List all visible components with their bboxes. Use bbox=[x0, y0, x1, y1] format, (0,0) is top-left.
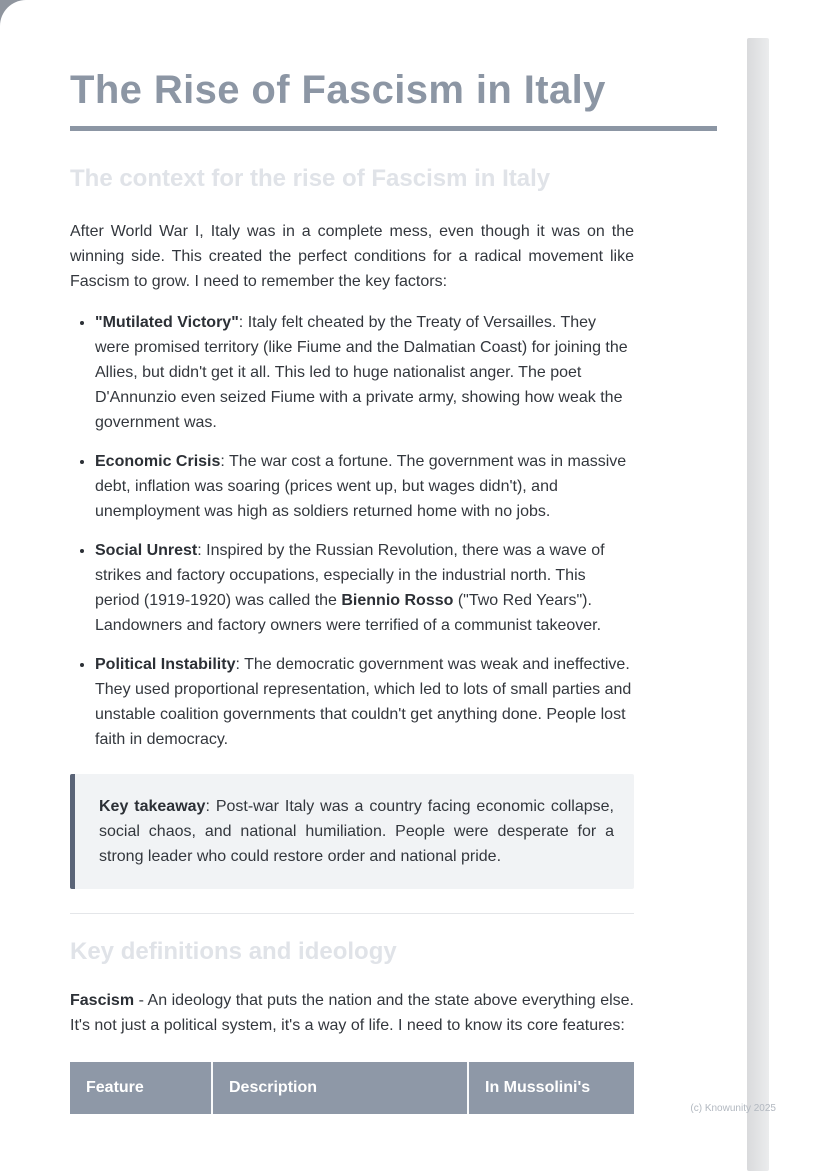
section-divider bbox=[70, 913, 634, 914]
bullet-item-political-instability bbox=[95, 652, 634, 752]
header-cell-mussolini: In Mussolini's bbox=[468, 1062, 634, 1114]
header-cell-feature: Feature bbox=[70, 1062, 212, 1114]
title-rule bbox=[70, 126, 717, 131]
scrollbar-track[interactable] bbox=[747, 38, 769, 1171]
header-cell-description: Description bbox=[212, 1062, 468, 1114]
page-corner-shade bbox=[0, 0, 26, 26]
bullet-item-economic-crisis bbox=[95, 449, 634, 524]
document-content bbox=[70, 0, 634, 1114]
callout-lead: Key takeaway bbox=[99, 798, 206, 815]
key-factors-list bbox=[70, 310, 634, 752]
watermark: (c) Knowunity 2025 bbox=[690, 1103, 776, 1114]
bullet-lead: "Mutilated Victory" bbox=[95, 314, 239, 331]
section-heading-context: The context for the rise of Fascism in Italy bbox=[70, 165, 551, 192]
definition-term: Fascism bbox=[70, 992, 135, 1009]
page-title: The Rise of Fascism in Italy bbox=[70, 68, 606, 112]
bullet-lead: Social Unrest bbox=[95, 542, 198, 559]
bullet-item-social-unrest bbox=[95, 538, 634, 638]
fascism-definition-paragraph bbox=[70, 988, 634, 1038]
bullet-item-mutilated-victory bbox=[95, 310, 634, 435]
feature-table-header-row bbox=[70, 1062, 634, 1114]
key-takeaway-callout bbox=[70, 774, 634, 889]
bullet-bold-term: Biennio Rosso bbox=[341, 592, 454, 609]
intro-paragraph: After World War I, Italy was in a complete mess, even though it was on the winning side. This created the perfect conditions for a radical movement like Fascism to grow. I need to remember the key factors: bbox=[70, 223, 634, 290]
bullet-text: : The war cost a fortune. The government was in massive debt, inflation was soaring (prices went up, but wages didn't), and unemployment was high as soldiers returned home with no jobs. bbox=[95, 453, 627, 520]
bullet-text: : Inspired by the Russian Revolution, there was a wave of strikes and factory occupations, especially in the industrial north. This period (1919-1920) was called the bbox=[95, 542, 605, 609]
callout-text: : Post-war Italy was a country facing economic collapse, social chaos, and national humiliation. People were desperate for a strong leader who could restore order and national pride. bbox=[99, 798, 614, 865]
bullet-lead: Political Instability bbox=[95, 656, 236, 673]
section-heading-definitions: Key definitions and ideology bbox=[70, 938, 397, 965]
bullet-text: ("Two Red Years"). Landowners and factory owners were terrified of a communist takeover. bbox=[95, 592, 602, 634]
bullet-text: : The democratic government was weak and ineffective. They used proportional representation, which led to lots of small parties and unstable coalition governments that couldn't get anything done. People lost faith in democracy. bbox=[95, 656, 632, 748]
bullet-text: : Italy felt cheated by the Treaty of Versailles. They were promised territory (like Fiume and the Dalmatian Coast) for joining the Allies, but didn't get it all. This led to huge nationalist anger. The poet D'Annunzio even seized Fiume with a private army, showing how weak the government was. bbox=[95, 314, 628, 431]
feature-table bbox=[70, 1062, 634, 1114]
bullet-lead: Economic Crisis bbox=[95, 453, 221, 470]
definition-text: - An ideology that puts the nation and the state above everything else. It's not just a political system, it's a way of life. I need to know its core features: bbox=[70, 992, 634, 1034]
